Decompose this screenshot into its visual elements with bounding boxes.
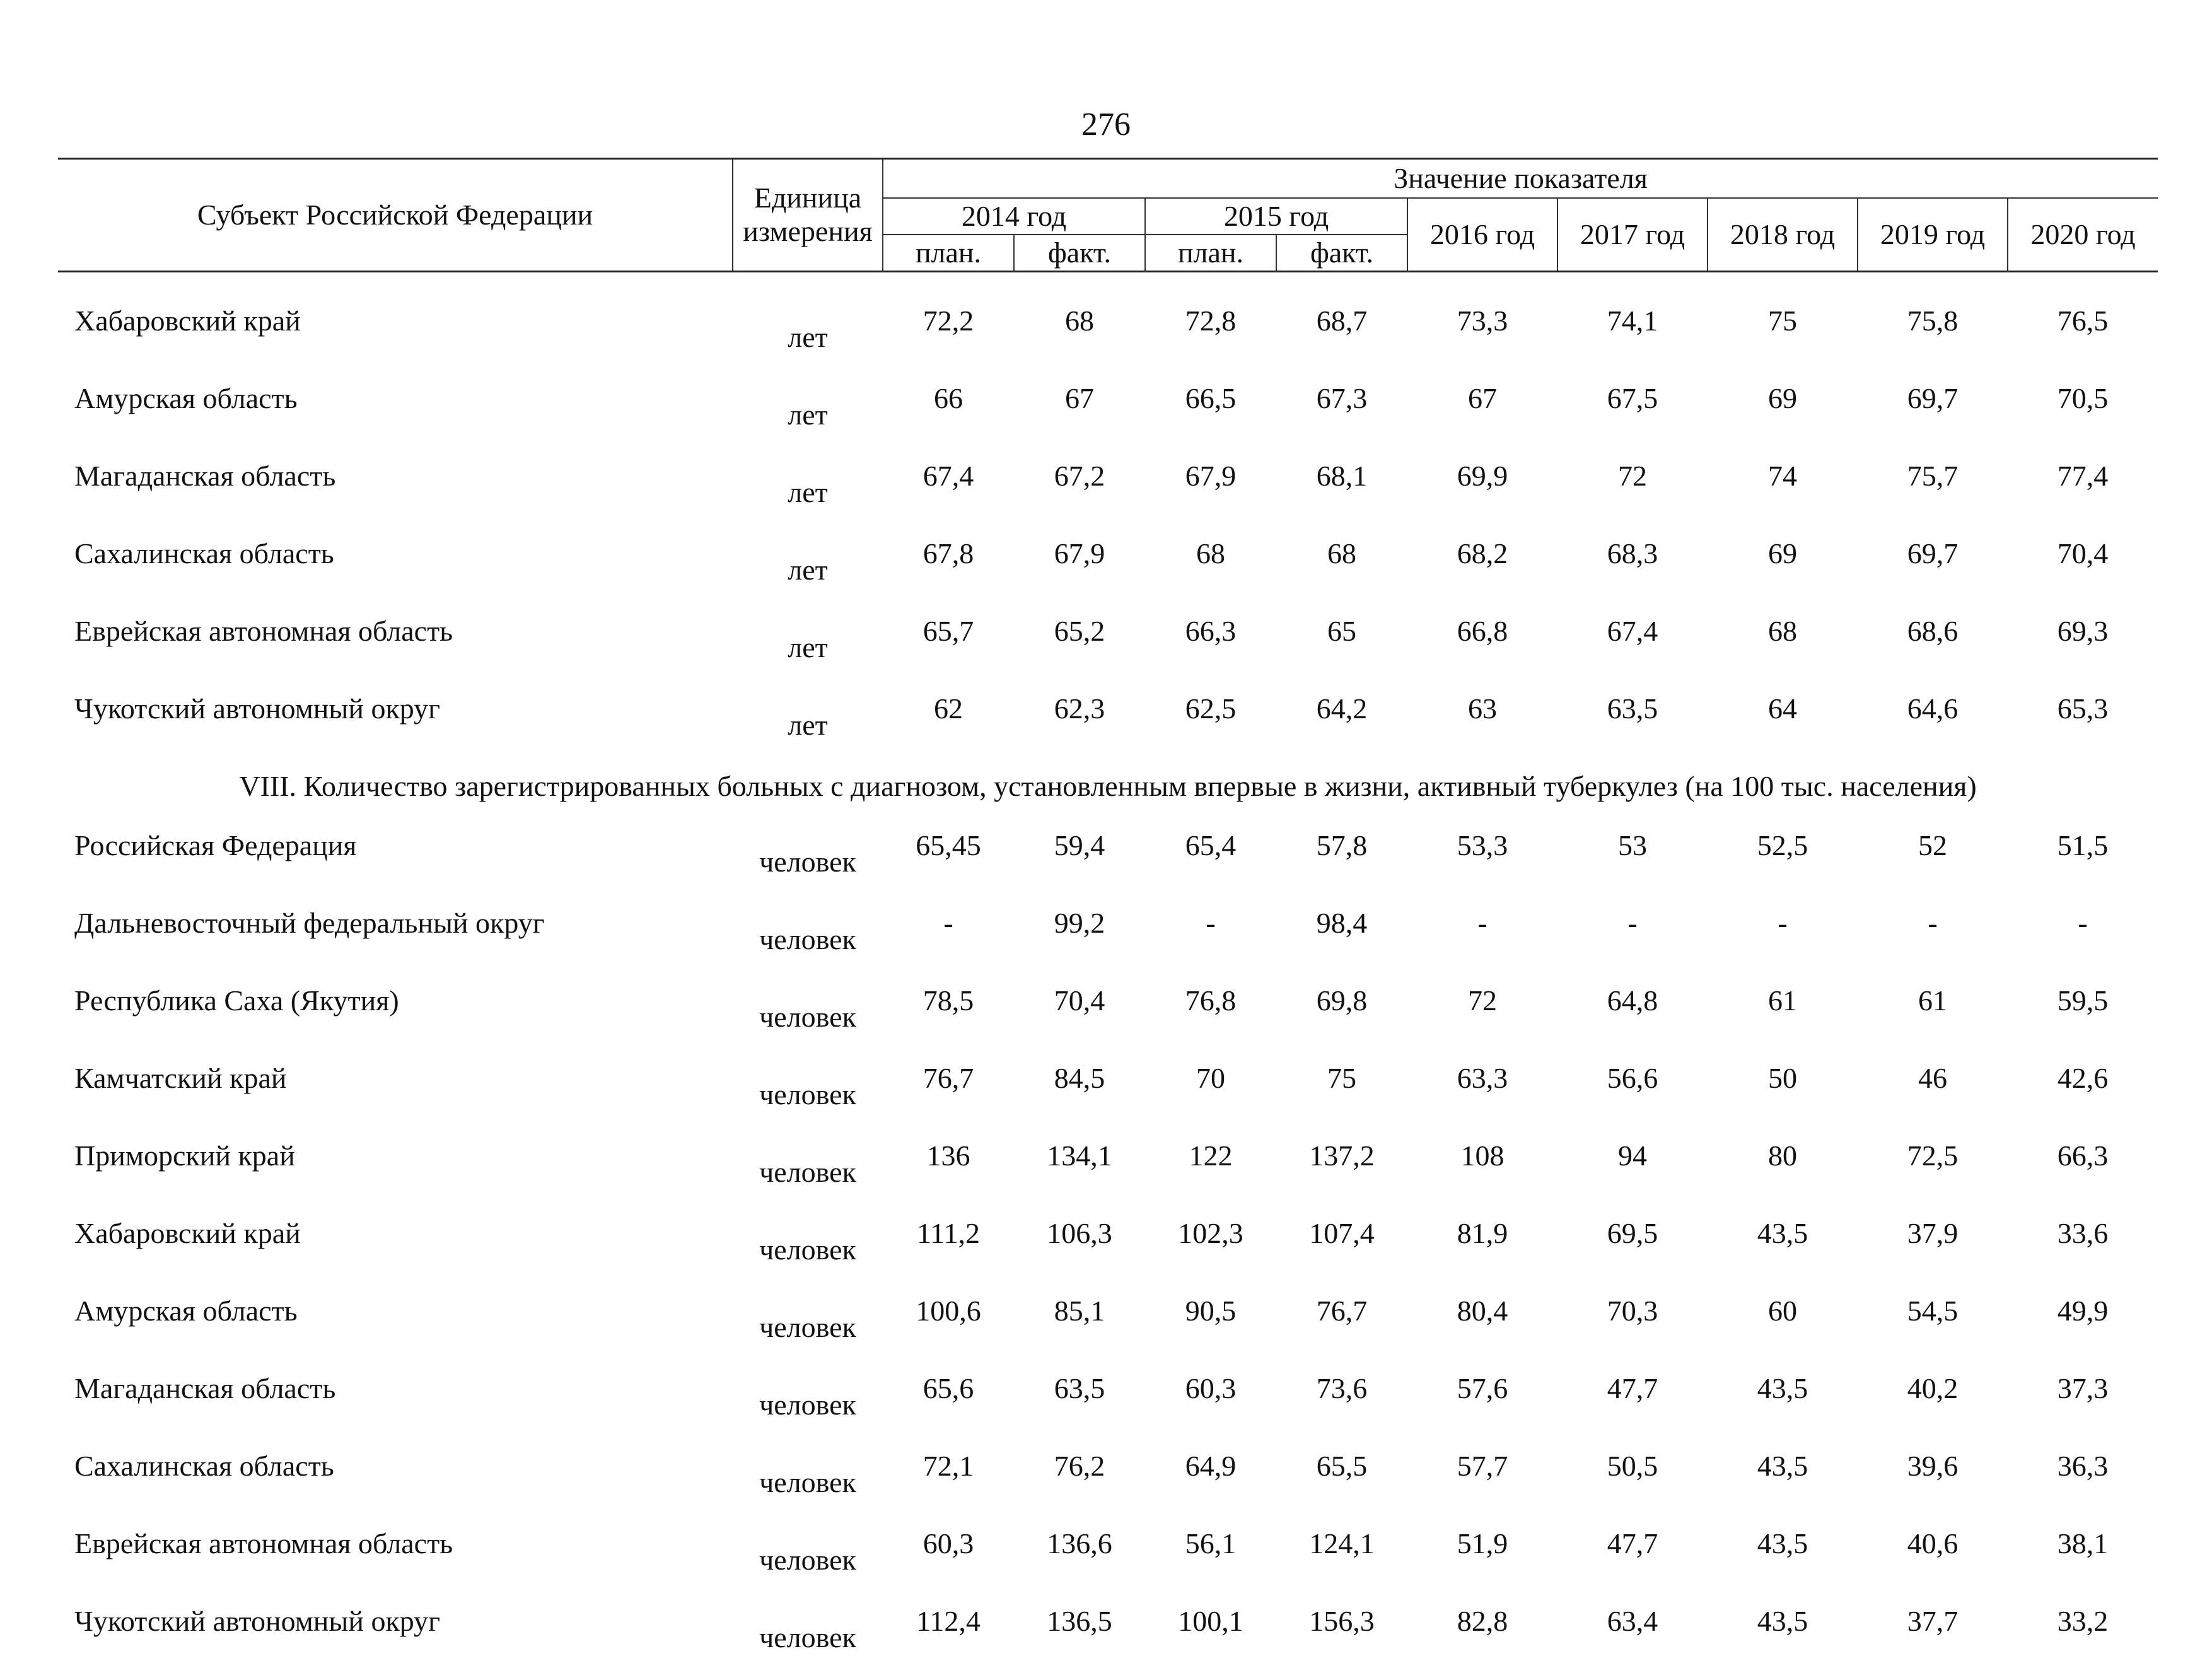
value-cell: 64,6 [1858,683,2008,761]
value-cell: 68 [1014,295,1145,373]
value-cell: 63 [1407,683,1557,761]
value-cell: 68,7 [1276,295,1407,373]
table-body [58,272,2158,1673]
region-name: Еврейская автономная область [58,605,733,683]
section-title: VIII. Количество зарегистрированных больных с диагнозом, установленным впервые в жизни, активный туберкулез (на 100 тыс. населения) [58,761,2158,820]
value-cell: 70 [1145,1052,1276,1130]
value-cell: 57,7 [1407,1440,1557,1518]
unit-cell: человек [733,1052,883,1130]
value-cell: 68,2 [1407,528,1557,605]
value-cell: 43,5 [1708,1363,1858,1440]
unit-cell: человек [733,820,883,897]
page-number: 276 [0,106,2212,143]
value-cell: 67 [1407,373,1557,450]
value-cell: 61 [1858,975,2008,1052]
value-cell: 69 [1708,373,1858,450]
value-cell: 100,1 [1145,1595,1276,1673]
value-cell: 38,1 [2008,1518,2158,1595]
value-cell: 66,8 [1407,605,1557,683]
table-row [58,1440,2158,1518]
value-cell: 67 [1014,373,1145,450]
value-cell: 100,6 [883,1285,1014,1363]
header-2014: 2014 год [883,198,1145,235]
value-cell: 59,5 [2008,975,2158,1052]
value-cell: 52,5 [1708,820,1858,897]
unit-cell: человек [733,1285,883,1363]
value-cell: 60,3 [1145,1363,1276,1440]
unit-cell: человек [733,1440,883,1518]
unit-cell: человек [733,1208,883,1285]
table-row [58,820,2158,897]
value-cell: 134,1 [1014,1130,1145,1208]
value-cell: 70,3 [1557,1285,1708,1363]
value-cell: 77,4 [2008,450,2158,528]
region-name: Амурская область [58,1285,733,1363]
value-cell: 37,9 [1858,1208,2008,1285]
value-cell: 122 [1145,1130,1276,1208]
value-cell: 69,8 [1276,975,1407,1052]
value-cell: 66,5 [1145,373,1276,450]
value-cell: 98,4 [1276,897,1407,975]
table-row [58,1518,2158,1595]
value-cell: 54,5 [1858,1285,2008,1363]
value-cell: 43,5 [1708,1208,1858,1285]
value-cell: 68,6 [1858,605,2008,683]
value-cell: 64 [1708,683,1858,761]
value-cell: 43,5 [1708,1440,1858,1518]
table-row [58,1052,2158,1130]
value-cell: 65,6 [883,1363,1014,1440]
value-cell: 63,5 [1014,1363,1145,1440]
unit-cell: лет [733,683,883,761]
value-cell: 70,4 [2008,528,2158,605]
value-cell: 76,7 [1276,1285,1407,1363]
value-cell: 65,5 [1276,1440,1407,1518]
value-cell: 61 [1708,975,1858,1052]
value-cell: 136 [883,1130,1014,1208]
value-cell: 67,8 [883,528,1014,605]
value-cell: 40,2 [1858,1363,2008,1440]
value-cell: - [1858,897,2008,975]
value-cell: 60,3 [883,1518,1014,1595]
unit-cell: лет [733,528,883,605]
value-cell: 67,9 [1014,528,1145,605]
header-2018: 2018 год [1708,198,1858,272]
value-cell: 74,1 [1557,295,1708,373]
value-cell: 72,5 [1858,1130,2008,1208]
region-name: Сахалинская область [58,1440,733,1518]
value-cell: 67,2 [1014,450,1145,528]
table-row [58,1285,2158,1363]
value-cell: - [1708,897,1858,975]
header-value-group: Значение показателя [883,159,2158,199]
value-cell: 69,3 [2008,605,2158,683]
value-cell: 68 [1145,528,1276,605]
unit-cell: человек [733,1130,883,1208]
unit-cell: человек [733,975,883,1052]
unit-cell: лет [733,450,883,528]
indicator-table [58,158,2158,1673]
region-name: Республика Саха (Якутия) [58,975,733,1052]
value-cell: 124,1 [1276,1518,1407,1595]
value-cell: - [1145,897,1276,975]
value-cell: 43,5 [1708,1518,1858,1595]
value-cell: 137,2 [1276,1130,1407,1208]
region-name: Хабаровский край [58,295,733,373]
value-cell: 84,5 [1014,1052,1145,1130]
value-cell: 65,3 [2008,683,2158,761]
value-cell: 63,5 [1557,683,1708,761]
value-cell: 136,5 [1014,1595,1145,1673]
section-heading-row [58,761,2158,820]
value-cell: 67,4 [883,450,1014,528]
region-name: Еврейская автономная область [58,1518,733,1595]
value-cell: 67,4 [1557,605,1708,683]
value-cell: 74 [1708,450,1858,528]
value-cell: 65 [1276,605,1407,683]
value-cell: 90,5 [1145,1285,1276,1363]
table-row [58,1363,2158,1440]
value-cell: 51,9 [1407,1518,1557,1595]
value-cell: 43,5 [1708,1595,1858,1673]
region-name: Магаданская область [58,1363,733,1440]
region-name: Чукотский автономный округ [58,683,733,761]
value-cell: - [1407,897,1557,975]
value-cell: 37,3 [2008,1363,2158,1440]
value-cell: 80 [1708,1130,1858,1208]
value-cell: 70,5 [2008,373,2158,450]
table-row [58,975,2158,1052]
value-cell: 33,6 [2008,1208,2158,1285]
value-cell: 102,3 [1145,1208,1276,1285]
value-cell: 72 [1557,450,1708,528]
table-row [58,528,2158,605]
value-cell: 64,9 [1145,1440,1276,1518]
value-cell: 69,5 [1557,1208,1708,1285]
value-cell: 99,2 [1014,897,1145,975]
value-cell: 76,2 [1014,1440,1145,1518]
header-subject: Субъект Российской Федерации [58,159,733,272]
value-cell: 67,3 [1276,373,1407,450]
value-cell: 47,7 [1557,1363,1708,1440]
value-cell: 81,9 [1407,1208,1557,1285]
value-cell: 69 [1708,528,1858,605]
value-cell: 80,4 [1407,1285,1557,1363]
value-cell: 75,7 [1858,450,2008,528]
value-cell: 94 [1557,1130,1708,1208]
table-row [58,897,2158,975]
region-name: Дальневосточный федеральный округ [58,897,733,975]
value-cell: 64,8 [1557,975,1708,1052]
value-cell: 65,7 [883,605,1014,683]
value-cell: 76,8 [1145,975,1276,1052]
value-cell: 46 [1858,1052,2008,1130]
value-cell: 56,6 [1557,1052,1708,1130]
value-cell: 62,5 [1145,683,1276,761]
header-2020: 2020 год [2008,198,2158,272]
unit-cell: человек [733,1363,883,1440]
value-cell: 67,5 [1557,373,1708,450]
header-unit: Единица измерения [733,159,883,272]
header-2015-fact: факт. [1276,235,1407,272]
value-cell: 60 [1708,1285,1858,1363]
value-cell: - [1557,897,1708,975]
region-name: Хабаровский край [58,1208,733,1285]
table-row [58,683,2158,761]
value-cell: 53 [1557,820,1708,897]
header-2019: 2019 год [1858,198,2008,272]
value-cell: 49,9 [2008,1285,2158,1363]
value-cell: - [883,897,1014,975]
value-cell: 78,5 [883,975,1014,1052]
value-cell: 50,5 [1557,1440,1708,1518]
region-name: Камчатский край [58,1052,733,1130]
value-cell: 33,2 [2008,1595,2158,1673]
value-cell: 85,1 [1014,1285,1145,1363]
value-cell: 68 [1708,605,1858,683]
value-cell: 72,2 [883,295,1014,373]
unit-cell: человек [733,1595,883,1673]
value-cell: 56,1 [1145,1518,1276,1595]
value-cell: 65,2 [1014,605,1145,683]
value-cell: 111,2 [883,1208,1014,1285]
table-row [58,1130,2158,1208]
value-cell: 53,3 [1407,820,1557,897]
value-cell: 108 [1407,1130,1557,1208]
value-cell: 73,6 [1276,1363,1407,1440]
value-cell: 76,7 [883,1052,1014,1130]
value-cell: 72,1 [883,1440,1014,1518]
value-cell: 69,9 [1407,450,1557,528]
table-row [58,450,2158,528]
value-cell: 75,8 [1858,295,2008,373]
value-cell: 36,3 [2008,1440,2158,1518]
unit-cell: лет [733,295,883,373]
unit-cell: лет [733,373,883,450]
value-cell: 52 [1858,820,2008,897]
value-cell: 76,5 [2008,295,2158,373]
value-cell: 63,4 [1557,1595,1708,1673]
value-cell: 65,4 [1145,820,1276,897]
value-cell: 156,3 [1276,1595,1407,1673]
table-row [58,605,2158,683]
table-header [58,159,2158,272]
value-cell: 75 [1276,1052,1407,1130]
value-cell: 50 [1708,1052,1858,1130]
value-cell: 66,3 [2008,1130,2158,1208]
value-cell: 82,8 [1407,1595,1557,1673]
value-cell: 47,7 [1557,1518,1708,1595]
region-name: Приморский край [58,1130,733,1208]
value-cell: 106,3 [1014,1208,1145,1285]
header-2014-fact: факт. [1014,235,1145,272]
table-row [58,373,2158,450]
value-cell: 57,8 [1276,820,1407,897]
value-cell: 68,1 [1276,450,1407,528]
table-row [58,1595,2158,1673]
table-row [58,295,2158,373]
region-name: Сахалинская область [58,528,733,605]
value-cell: 39,6 [1858,1440,2008,1518]
value-cell: 62 [883,683,1014,761]
value-cell: 65,45 [883,820,1014,897]
unit-cell: человек [733,1518,883,1595]
value-cell: 66 [883,373,1014,450]
header-2016: 2016 год [1407,198,1557,272]
value-cell: 42,6 [2008,1052,2158,1130]
table-row [58,1208,2158,1285]
value-cell: 62,3 [1014,683,1145,761]
header-2015-plan: план. [1145,235,1276,272]
value-cell: 136,6 [1014,1518,1145,1595]
value-cell: 69,7 [1858,373,2008,450]
value-cell: 112,4 [883,1595,1014,1673]
header-2017: 2017 год [1557,198,1708,272]
value-cell: 68 [1276,528,1407,605]
value-cell: 68,3 [1557,528,1708,605]
value-cell: 70,4 [1014,975,1145,1052]
value-cell: 66,3 [1145,605,1276,683]
header-2015: 2015 год [1145,198,1407,235]
value-cell: 72,8 [1145,295,1276,373]
region-name: Российская Федерация [58,820,733,897]
value-cell: 107,4 [1276,1208,1407,1285]
value-cell: 67,9 [1145,450,1276,528]
header-2014-plan: план. [883,235,1014,272]
value-cell: 64,2 [1276,683,1407,761]
value-cell: 40,6 [1858,1518,2008,1595]
unit-cell: человек [733,897,883,975]
value-cell: 57,6 [1407,1363,1557,1440]
value-cell: 73,3 [1407,295,1557,373]
region-name: Чукотский автономный округ [58,1595,733,1673]
value-cell: 63,3 [1407,1052,1557,1130]
value-cell: 72 [1407,975,1557,1052]
value-cell: 69,7 [1858,528,2008,605]
value-cell: 75 [1708,295,1858,373]
value-cell: 37,7 [1858,1595,2008,1673]
region-name: Амурская область [58,373,733,450]
region-name: Магаданская область [58,450,733,528]
value-cell: 59,4 [1014,820,1145,897]
unit-cell: лет [733,605,883,683]
value-cell: 51,5 [2008,820,2158,897]
value-cell: - [2008,897,2158,975]
